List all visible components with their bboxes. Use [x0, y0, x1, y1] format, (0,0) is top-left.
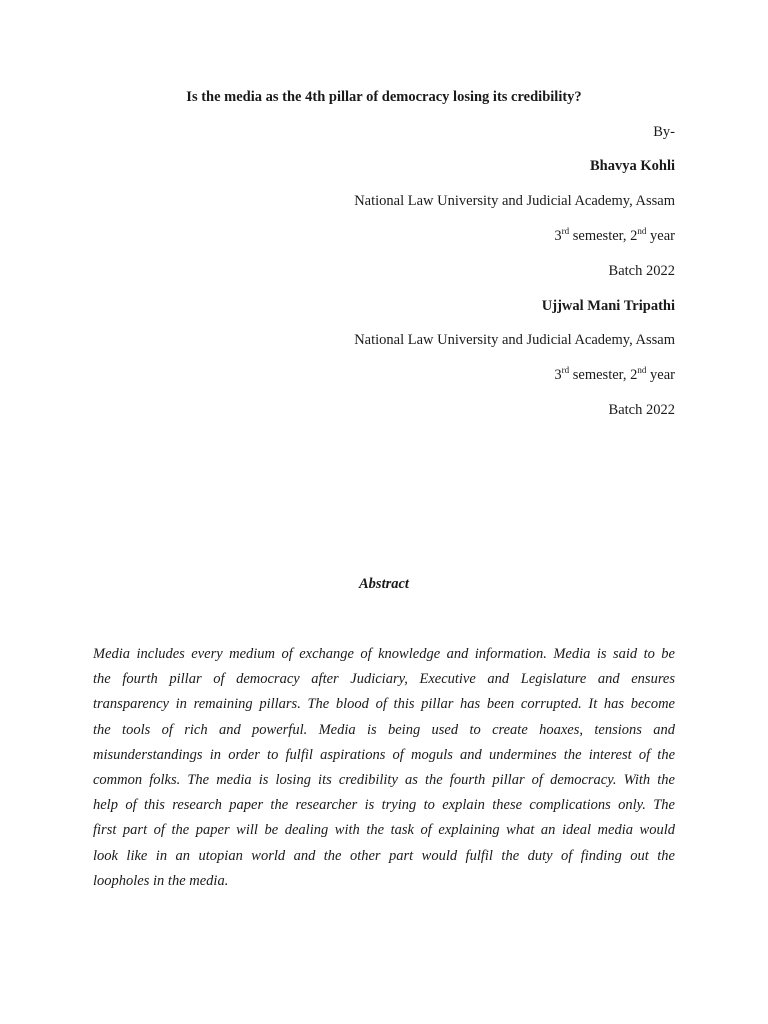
author-name: Bhavya Kohli	[589, 158, 675, 174]
paper-title: Is the media as the 4th pillar of democracy losing its credibility?	[186, 89, 582, 105]
abstract-line: loopholes in the media.	[93, 872, 229, 889]
author-batch: Batch 2022	[608, 402, 675, 418]
author-batch: Batch 2022	[608, 263, 675, 279]
author-semester-year: 3rd semester, 2nd year	[554, 226, 675, 244]
by-label: By-	[653, 124, 675, 140]
abstract-line: transparency in remaining pillars. The blood of this pillar has been corrupted. It has become	[93, 696, 675, 713]
abstract-line: misunderstandings in order to fulfil aspirations of moguls and undermines the interest of the	[93, 746, 675, 763]
abstract-line: common folks. The media is losing its credibility as the fourth pillar of democracy. With the	[93, 772, 675, 789]
abstract-heading: Abstract	[359, 576, 409, 592]
abstract-line: help of this research paper the researcher is trying to explain these complications only. The	[93, 797, 675, 814]
abstract-line: Media includes every medium of exchange of knowledge and information. Media is said to be	[93, 646, 675, 662]
author-semester-year: 3rd semester, 2nd year	[554, 365, 675, 383]
abstract-line: the tools of rich and powerful. Media is being used to create hoaxes, tensions and	[93, 721, 675, 738]
author-institution: National Law University and Judicial Academy, Assam	[354, 332, 675, 348]
abstract-body	[93, 642, 675, 894]
abstract-line: first part of the paper will be dealing with the task of explaining what an ideal media would	[93, 822, 675, 839]
abstract-line: the fourth pillar of democracy after Judiciary, Executive and Legislature and ensures	[93, 671, 675, 688]
author-institution: National Law University and Judicial Academy, Assam	[354, 193, 675, 209]
abstract-line: look like in an utopian world and the other part would fulfil the duty of finding out the	[93, 847, 675, 864]
author-name: Ujjwal Mani Tripathi	[541, 298, 675, 314]
